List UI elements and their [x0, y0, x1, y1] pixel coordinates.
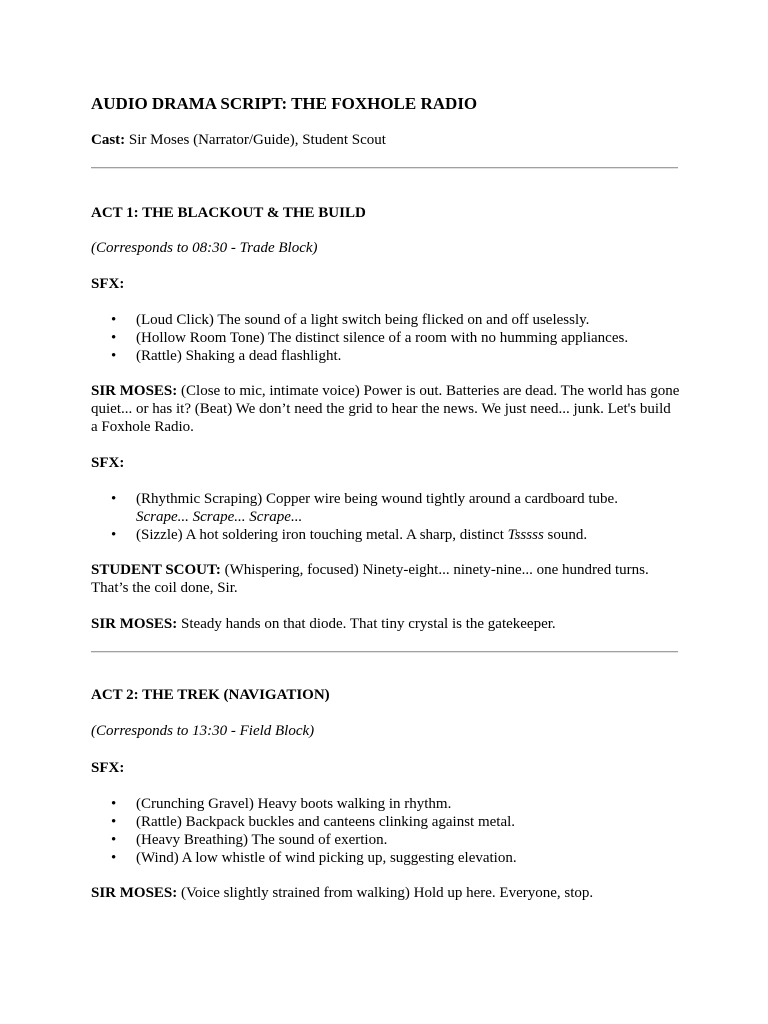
bullet-glyph: •: [111, 312, 117, 328]
list-item: • (Crunching Gravel) Heavy boots walking in rhythm.: [111, 796, 452, 812]
act2-sfx-label: SFX:: [91, 760, 125, 776]
bullet-glyph: •: [111, 796, 117, 812]
bullet-glyph: •: [111, 850, 117, 866]
speaker: SIR MOSES:: [91, 885, 178, 901]
bullet-glyph: •: [111, 814, 117, 830]
section-divider-1: [91, 167, 678, 169]
list-item: • (Rattle) Backpack buckles and canteens clinking against metal.: [111, 814, 516, 830]
list-item: • (Heavy Breathing) The sound of exertion.: [111, 832, 388, 848]
act1-sfx2-list: [91, 490, 681, 544]
bullet-glyph: •: [111, 832, 117, 848]
bullet-glyph: •: [111, 491, 117, 507]
list-item: • (Rhythmic Scraping) Copper wire being wound tightly around a cardboard tube. Scrape... Scrape... Scrape...: [111, 491, 618, 525]
list-item: • (Hollow Room Tone) The distinct silence of a room with no humming appliances.: [111, 330, 629, 346]
speaker: STUDENT SCOUT:: [91, 562, 221, 578]
list-item: • (Rattle) Shaking a dead flashlight.: [111, 348, 342, 364]
bullet-glyph: •: [111, 348, 117, 364]
act2-heading: ACT 2: THE TREK (NAVIGATION): [91, 687, 330, 703]
dialogue-text: Steady hands on that diode. That tiny crystal is the gatekeeper.: [181, 616, 556, 632]
act1-dialogue-3: [91, 615, 681, 633]
bullet-glyph: •: [111, 527, 117, 543]
act1-sfx1-label: SFX:: [91, 276, 125, 292]
speaker: SIR MOSES:: [91, 616, 178, 632]
dialogue-text: (Close to mic, intimate voice) Power is out. Batteries are dead. The world has gone quiet... or has it? (Beat) We don’t need the grid to hear the news. We just need... junk. Let's build a Foxhole Radio.: [91, 383, 680, 435]
list-item: • (Sizzle) A hot soldering iron touching metal. A sharp, distinct Tsssss sound.: [111, 527, 588, 543]
speaker: SIR MOSES:: [91, 383, 178, 399]
dialogue-text: (Whispering, focused) Ninety-eight... ninety-nine... one hundred turns. That’s the coil done, Sir.: [91, 562, 649, 596]
act1-dialogue-1: [91, 382, 681, 436]
bullet-glyph: •: [111, 330, 117, 346]
act1-heading: ACT 1: THE BLACKOUT & THE BUILD: [91, 205, 366, 221]
act2-dialogue-1: [91, 884, 681, 902]
act1-note: (Corresponds to 08:30 - Trade Block): [91, 240, 318, 256]
cast-text: Sir Moses (Narrator/Guide), Student Scout: [128, 132, 386, 148]
list-item: • (Loud Click) The sound of a light switch being flicked on and off uselessly.: [111, 312, 590, 328]
cast-line: [91, 131, 681, 149]
act2-note: (Corresponds to 13:30 - Field Block): [91, 723, 315, 739]
dialogue-text: (Voice slightly strained from walking) Hold up here. Everyone, stop.: [181, 885, 594, 901]
act1-sfx2-label: SFX:: [91, 455, 125, 471]
page-title: AUDIO DRAMA SCRIPT: THE FOXHOLE RADIO: [91, 94, 478, 113]
list-item: • (Wind) A low whistle of wind picking up, suggesting elevation.: [111, 850, 517, 866]
act1-dialogue-2: [91, 561, 681, 597]
cast-label: Cast:: [91, 132, 126, 148]
section-divider-2: [91, 651, 678, 653]
act1-sfx1-list: [91, 311, 681, 365]
act2-sfx-list: [91, 795, 681, 867]
